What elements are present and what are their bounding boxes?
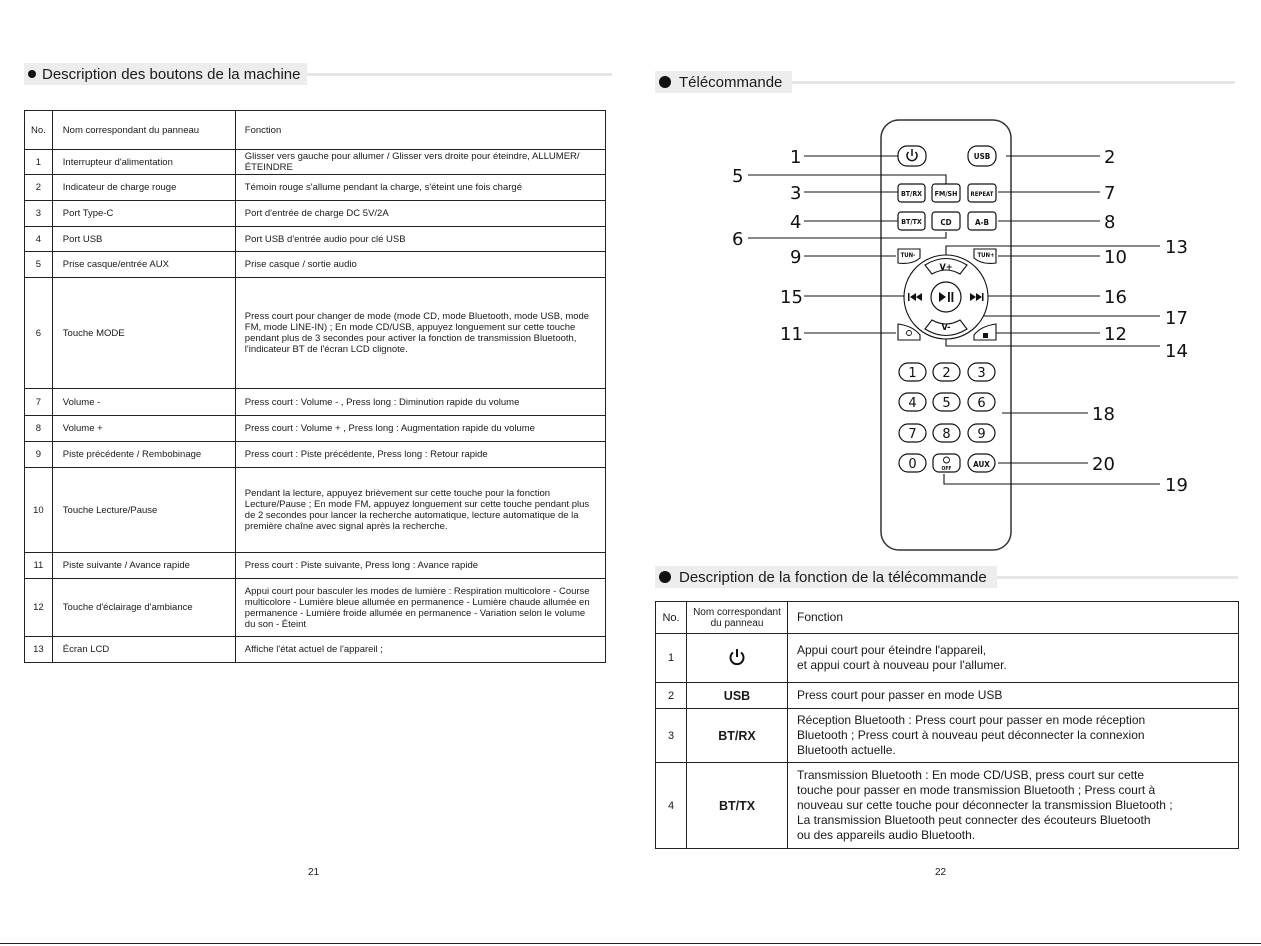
stop-icon xyxy=(983,333,988,338)
heading-rule xyxy=(307,73,613,76)
callout-4: 4 xyxy=(790,212,802,233)
bottom-rule xyxy=(0,943,1261,944)
row-function: Press court : Piste suivante, Press long : Avance rapide xyxy=(235,553,605,579)
callout-5: 5 xyxy=(732,166,744,187)
remote-control-illustration xyxy=(630,0,1261,560)
callout-14: 14 xyxy=(1165,341,1188,362)
row-no: 13 xyxy=(25,637,53,663)
callout-16: 16 xyxy=(1104,287,1127,308)
num-label: 3 xyxy=(977,366,986,381)
aux-label: AUX xyxy=(973,460,990,469)
table-row xyxy=(25,637,606,663)
row-function xyxy=(788,763,1239,849)
repeat-button[interactable] xyxy=(968,184,996,202)
table-row xyxy=(25,150,606,175)
table-row xyxy=(25,227,606,252)
row-name: BT/RX xyxy=(687,709,788,763)
row-function xyxy=(788,709,1239,763)
table-row xyxy=(25,201,606,227)
row-function: Appui court pour basculer les modes de lumière : Respiration multicolore - Course multicolore - Lumière bleue allumée en permanence - Lumière chaude allumée en permanence - Lumière froide allumée en permanence - Variation selon le volume du son - Éteint xyxy=(235,579,605,637)
row-no: 2 xyxy=(25,175,53,201)
row-no: 6 xyxy=(25,278,53,389)
function-line: Réception Bluetooth : Press court pour passer en mode réception xyxy=(797,713,1146,727)
callout-20: 20 xyxy=(1092,454,1115,475)
row-no: 1 xyxy=(25,150,53,175)
row-name: Port Type-C xyxy=(52,201,235,227)
num-label: 2 xyxy=(942,366,951,381)
row-function xyxy=(788,683,1239,709)
svg-text:TUN+: TUN+ xyxy=(977,252,995,259)
function-line: Appui court pour éteindre l'appareil, xyxy=(797,643,987,657)
callout-18: 18 xyxy=(1092,404,1115,425)
row-no: 3 xyxy=(656,709,687,763)
table-row xyxy=(25,389,606,416)
row-name: Touche d'éclairage d'ambiance xyxy=(52,579,235,637)
bttx-button[interactable] xyxy=(898,212,925,230)
row-name: Indicateur de charge rouge xyxy=(52,175,235,201)
row-no: 10 xyxy=(25,468,53,553)
row-function: Glisser vers gauche pour allumer / Glisser vers droite pour éteindre, ALLUMER/ÉTEINDRE xyxy=(235,150,605,175)
row-no: 7 xyxy=(25,389,53,416)
svg-text:USB: USB xyxy=(973,152,991,161)
row-name xyxy=(687,634,788,683)
ab-button[interactable] xyxy=(968,212,996,230)
callout-1: 1 xyxy=(790,147,802,168)
callout-3: 3 xyxy=(790,183,802,204)
header-function: Fonction xyxy=(788,602,1239,634)
num-label: 8 xyxy=(942,427,951,442)
num-label: 1 xyxy=(908,366,917,381)
function-line: ou des appareils audio Bluetooth. xyxy=(797,828,976,842)
callout-15: 15 xyxy=(780,287,803,308)
row-no: 1 xyxy=(656,634,687,683)
row-function: Press court : Volume - , Press long : Diminution rapide du volume xyxy=(235,389,605,416)
row-name: Volume - xyxy=(52,389,235,416)
bullet-icon xyxy=(28,70,36,78)
svg-text:BT/TX: BT/TX xyxy=(901,218,922,226)
row-no: 11 xyxy=(25,553,53,579)
row-no: 3 xyxy=(25,201,53,227)
table-row xyxy=(25,442,606,468)
table-row xyxy=(25,553,606,579)
function-line: Press court pour passer en mode USB xyxy=(797,688,1003,702)
table-row xyxy=(25,579,606,637)
row-no: 2 xyxy=(656,683,687,709)
table-header-row xyxy=(25,111,606,150)
function-line: nouveau sur cette touche pour déconnecter la transmission Bluetooth ; xyxy=(797,798,1173,812)
table-row xyxy=(25,468,606,553)
cd-button[interactable] xyxy=(932,212,960,230)
row-name: Piste précédente / Rembobinage xyxy=(52,442,235,468)
svg-text:TUN-: TUN- xyxy=(900,252,916,259)
row-function: Press court : Volume + , Press long : Augmentation rapide du volume xyxy=(235,416,605,442)
num-label: 5 xyxy=(942,396,951,411)
function-line: Bluetooth ; Press court à nouveau peut déconnecter la connexion xyxy=(797,728,1145,742)
callout-19: 19 xyxy=(1165,475,1188,496)
table-row xyxy=(25,252,606,278)
function-line: La transmission Bluetooth peut connecter des écouteurs Bluetooth xyxy=(797,813,1151,827)
btrx-button[interactable] xyxy=(898,184,925,202)
callout-2: 2 xyxy=(1104,147,1116,168)
function-line: Bluetooth actuelle. xyxy=(797,743,896,757)
table-row xyxy=(25,278,606,389)
svg-text:BT/RX: BT/RX xyxy=(900,190,923,198)
header-no: No. xyxy=(25,111,53,150)
page-number: 22 xyxy=(935,867,947,878)
row-function xyxy=(788,634,1239,683)
button-description-heading xyxy=(24,63,612,85)
page-number: 21 xyxy=(308,867,320,878)
header-function: Fonction xyxy=(235,111,605,150)
power-icon xyxy=(727,647,747,667)
row-function: Pendant la lecture, appuyez brièvement sur cette touche pour la fonction Lecture/Pause ; En mode FM, appuyez longuement sur cette touche pendant plus de 2 secondes pour lancer la recherche automatique, lecture automatique de la première chaîne avec signal après la recherche. xyxy=(235,468,605,553)
header-no: No. xyxy=(656,602,687,634)
row-name: Écran LCD xyxy=(52,637,235,663)
row-no: 12 xyxy=(25,579,53,637)
callout-17: 17 xyxy=(1165,308,1188,329)
row-name: Piste suivante / Avance rapide xyxy=(52,553,235,579)
power-button[interactable] xyxy=(898,146,926,166)
volume-up-button[interactable]: V+ xyxy=(939,263,953,273)
table-row xyxy=(25,175,606,201)
fmsh-button[interactable] xyxy=(932,184,960,202)
row-no: 4 xyxy=(25,227,53,252)
row-function: Press court pour changer de mode (mode CD, mode Bluetooth, mode USB, mode FM, mode LINE-IN) ; En mode CD/USB, appuyez longuement sur cette touche pendant plus de 3 secondes pour activer la fonction de transmission Bluetooth, l'indicateur BT de l'écran LCD clignote. xyxy=(235,278,605,389)
table-row xyxy=(656,634,1239,683)
callout-7: 7 xyxy=(1104,183,1116,204)
row-name: Interrupteur d'alimentation xyxy=(52,150,235,175)
table-row xyxy=(656,763,1239,849)
row-function: Affiche l'état actuel de l'appareil ; xyxy=(235,637,605,663)
section-title: Description de la fonction de la télécommande xyxy=(679,568,987,586)
num-label: 7 xyxy=(908,427,917,442)
table-row xyxy=(656,683,1239,709)
row-no: 4 xyxy=(656,763,687,849)
function-line: et appui court à nouveau pour l'allumer. xyxy=(797,658,1007,672)
svg-text:REPEAT: REPEAT xyxy=(970,191,994,198)
callout-10: 10 xyxy=(1104,247,1127,268)
row-name: BT/TX xyxy=(687,763,788,849)
function-line: Transmission Bluetooth : En mode CD/USB, press court sur cette xyxy=(797,768,1145,782)
callout-13: 13 xyxy=(1165,237,1188,258)
row-name: Prise casque/entrée AUX xyxy=(52,252,235,278)
row-function: Port d'entrée de charge DC 5V/2A xyxy=(235,201,605,227)
row-name: Port USB xyxy=(52,227,235,252)
row-function: Témoin rouge s'allume pendant la charge, s'éteint une fois chargé xyxy=(235,175,605,201)
callout-6: 6 xyxy=(732,229,744,250)
svg-text:A-B: A-B xyxy=(974,218,990,227)
usb-button[interactable] xyxy=(968,146,996,166)
row-function: Prise casque / sortie audio xyxy=(235,252,605,278)
bullet-icon xyxy=(659,571,671,583)
table-row xyxy=(25,416,606,442)
remote-function-heading xyxy=(655,566,1238,588)
svg-text:CD: CD xyxy=(940,218,952,227)
section-title: Description des boutons de la machine xyxy=(42,65,301,83)
row-name: Touche Lecture/Pause xyxy=(52,468,235,553)
section-title: Télécommande xyxy=(679,73,783,91)
volume-down-button[interactable]: V- xyxy=(941,323,951,333)
row-no: 9 xyxy=(25,442,53,468)
row-function: Port USB d'entrée audio pour clé USB xyxy=(235,227,605,252)
num-label: 6 xyxy=(977,396,986,411)
row-no: 5 xyxy=(25,252,53,278)
header-name: Nom correspondant du panneau xyxy=(52,111,235,150)
num-label: 0 xyxy=(908,457,917,472)
table-row xyxy=(656,709,1239,763)
row-function: Press court : Piste précédente, Press long : Retour rapide xyxy=(235,442,605,468)
header-name: Nom correspondant du panneau xyxy=(687,602,788,634)
num-label: 4 xyxy=(908,396,917,411)
table-header-row xyxy=(656,602,1239,634)
callout-8: 8 xyxy=(1104,212,1116,233)
row-name: Touche MODE xyxy=(52,278,235,389)
callout-9: 9 xyxy=(790,247,802,268)
heading-rule xyxy=(997,576,1238,579)
row-no: 8 xyxy=(25,416,53,442)
callout-12: 12 xyxy=(1104,324,1127,345)
row-name: USB xyxy=(687,683,788,709)
remote-function-table xyxy=(655,601,1239,849)
row-name: Volume + xyxy=(52,416,235,442)
callout-11: 11 xyxy=(780,324,803,345)
num-label: 9 xyxy=(977,427,986,442)
machine-buttons-table xyxy=(24,110,606,663)
off-label: OFF xyxy=(941,466,952,472)
function-line: touche pour passer en mode transmission Bluetooth ; Press court à xyxy=(797,783,1156,797)
svg-text:FM/SH: FM/SH xyxy=(934,190,958,198)
